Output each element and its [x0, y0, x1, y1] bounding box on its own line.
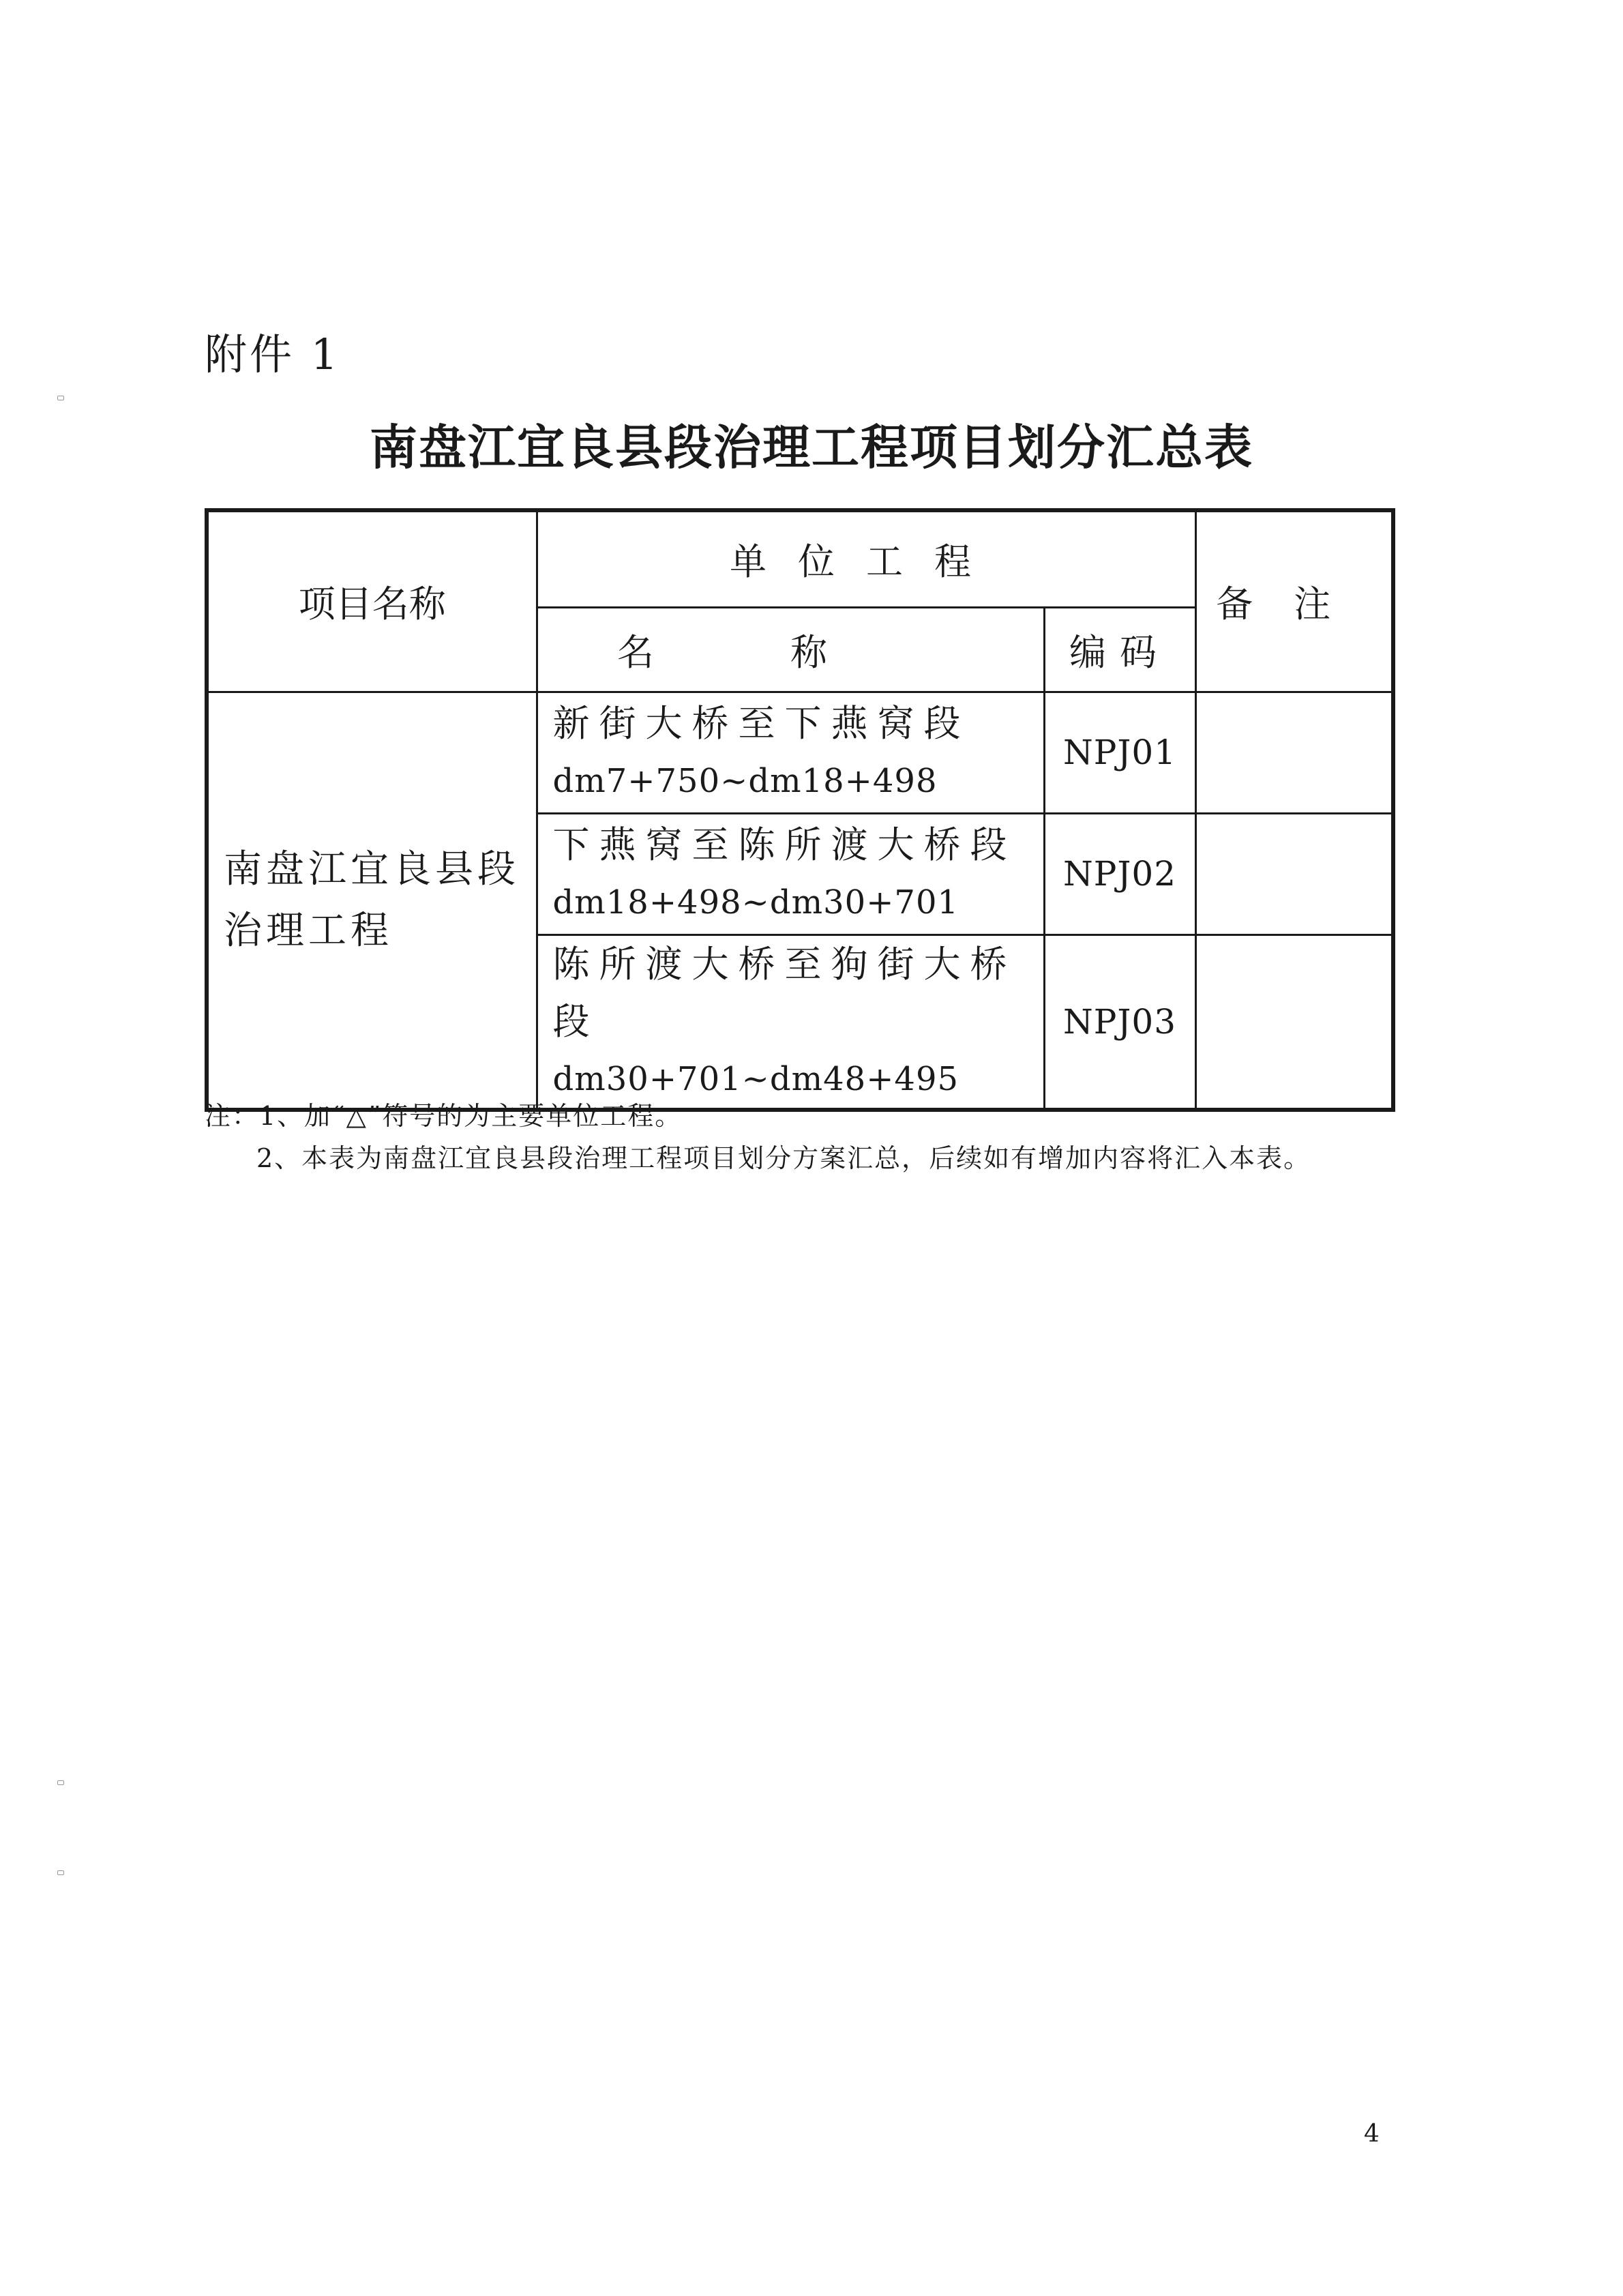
header-name: 名称 [537, 607, 1044, 692]
page-number: 4 [1364, 2120, 1380, 2148]
header-project-name: 项目名称 [207, 510, 537, 692]
table-notes [205, 1095, 1311, 1179]
scan-speck [57, 1870, 64, 1875]
unit-code: NPJ03 [1044, 934, 1195, 1110]
unit-remark [1195, 813, 1393, 934]
unit-code: NPJ02 [1044, 813, 1195, 934]
project-division-table [205, 508, 1395, 1112]
header-code: 编码 [1044, 607, 1195, 692]
note-1: 注：1、加“△”符号的为主要单位工程。 [205, 1101, 683, 1131]
unit-name-cell [537, 692, 1044, 813]
unit-range: dm30+701~dm48+495 [552, 1059, 959, 1098]
project-name-cell [207, 692, 537, 1110]
project-name-line1: 南盘江宜良县段 [224, 847, 520, 892]
unit-name-cell [537, 813, 1044, 934]
document-title: 南盘江宜良县段治理工程项目划分汇总表 [370, 420, 1253, 475]
unit-range: dm7+750~dm18+498 [552, 762, 938, 800]
unit-remark [1195, 692, 1393, 813]
unit-range: dm18+498~dm30+701 [552, 883, 959, 922]
header-remark: 备注 [1195, 510, 1393, 692]
table-header-row [207, 510, 1393, 607]
unit-name: 新街大桥至下燕窝段 [552, 702, 970, 745]
unit-remark [1195, 934, 1393, 1110]
unit-code: NPJ01 [1044, 692, 1195, 813]
attachment-label: 附件 1 [205, 329, 341, 379]
header-unit-project: 单位工程 [537, 510, 1195, 607]
unit-name: 陈所渡大桥至狗街大桥段 [552, 942, 1017, 1043]
unit-name-cell [537, 934, 1044, 1110]
note-2: 2、本表为南盘江宜良县段治理工程项目划分方案汇总，后续如有增加内容将汇入本表。 [256, 1143, 1311, 1173]
project-name-line2: 治理工程 [224, 908, 393, 953]
scan-speck [57, 396, 64, 400]
unit-name: 下燕窝至陈所渡大桥段 [552, 823, 1017, 866]
table-row [207, 692, 1393, 813]
scan-speck [57, 1780, 64, 1785]
